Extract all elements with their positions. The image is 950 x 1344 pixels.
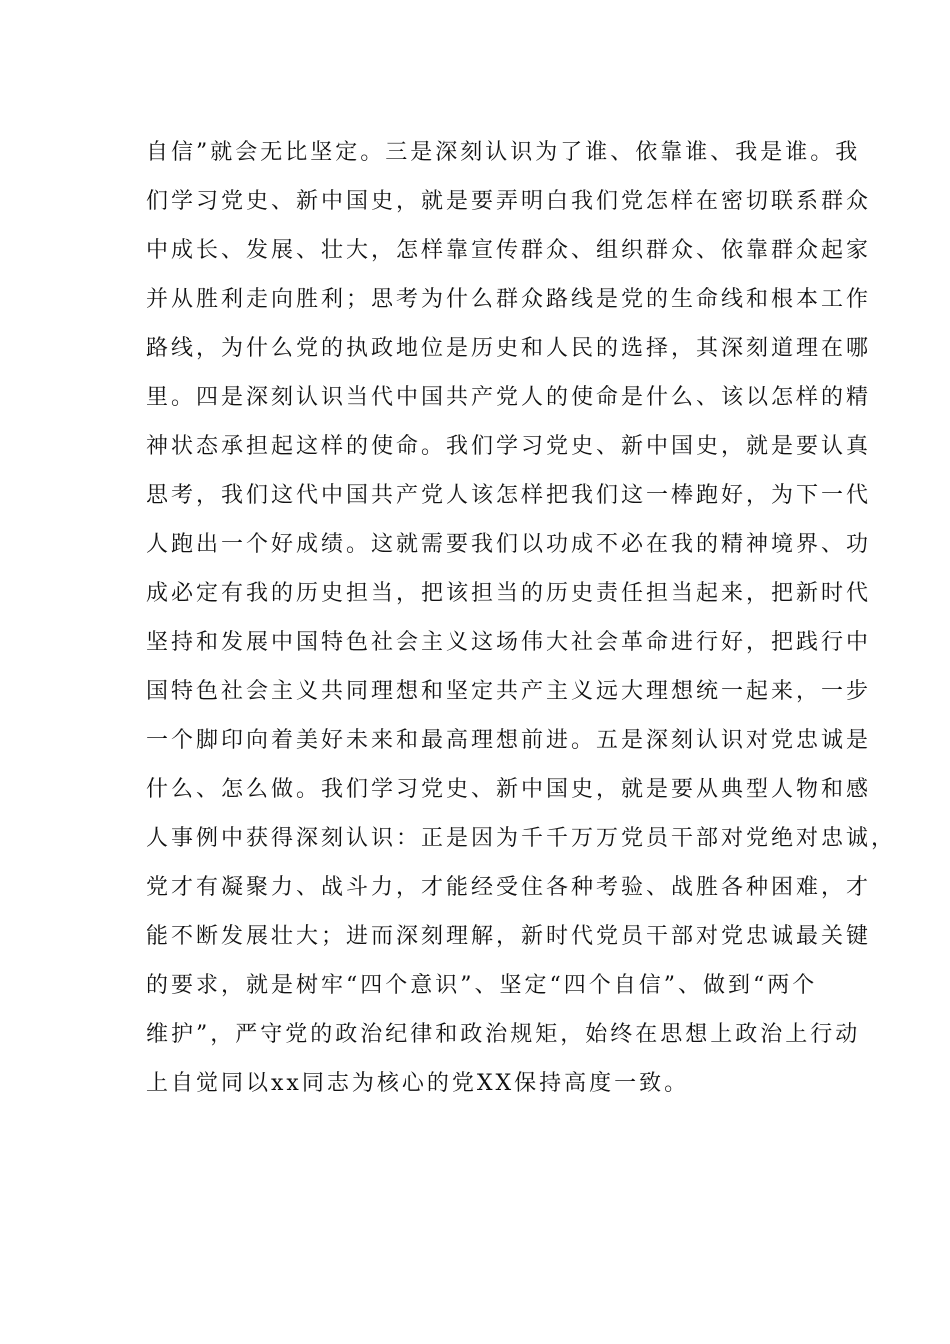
text-line: 神状态承担起这样的使命。我们学习党史、新中国史，就是要认真 (146, 434, 872, 459)
text-line: 维护”，严守党的政治纪律和政治规矩，始终在思想上政治上行动 (146, 1022, 861, 1047)
text-line: 能不断发展壮大；进而深刻理解，新时代党员干部对党忠诚最关键 (146, 924, 872, 949)
text-line: 中成长、发展、壮大，怎样靠宣传群众、组织群众、依靠群众起家 (146, 238, 872, 263)
text-line: 们学习党史、新中国史，就是要弄明白我们党怎样在密切联系群众 (146, 189, 872, 214)
text-line: 成必定有我的历史担当，把该担当的历史责任担当起来，把新时代 (146, 581, 872, 606)
text-line: 党才有凝聚力、战斗力，才能经受住各种考验、战胜各种困难，才 (146, 875, 872, 900)
text-line: 一个脚印向着美好未来和最高理想前进。五是深刻认识对党忠诚是 (146, 728, 872, 753)
text-line: 思考，我们这代中国共产党人该怎样把我们这一棒跑好，为下一代 (146, 483, 872, 508)
text-line: 路线，为什么党的执政地位是历史和人民的选择，其深刻道理在哪 (146, 336, 872, 361)
text-line: 坚持和发展中国特色社会主义这场伟大社会革命进行好，把践行中 (146, 630, 872, 655)
text-line: 什么、怎么做。我们学习党史、新中国史，就是要从典型人物和感 (146, 777, 872, 802)
text-line: 的要求，就是树牢“四个意识”、坚定“四个自信”、做到“两个 (146, 973, 818, 998)
text-line: 并从胜利走向胜利；思考为什么群众路线是党的生命线和根本工作 (146, 287, 872, 312)
text-line: 人事例中获得深刻认识：正是因为千千万万党员干部对党绝对忠诚， (146, 826, 897, 851)
text-line-last: 上自觉同以xx同志为核心的党XX保持高度一致。 (146, 1071, 690, 1096)
body-paragraph (146, 128, 897, 1108)
text-line: 国特色社会主义共同理想和坚定共产主义远大理想统一起来，一步 (146, 679, 872, 704)
text-line: 人跑出一个好成绩。这就需要我们以功成不必在我的精神境界、功 (146, 532, 872, 557)
text-line: 里。四是深刻认识当代中国共产党人的使命是什么、该以怎样的精 (146, 385, 872, 410)
text-line: 自信”就会无比坚定。三是深刻认识为了谁、依靠谁、我是谁。我 (146, 140, 861, 165)
